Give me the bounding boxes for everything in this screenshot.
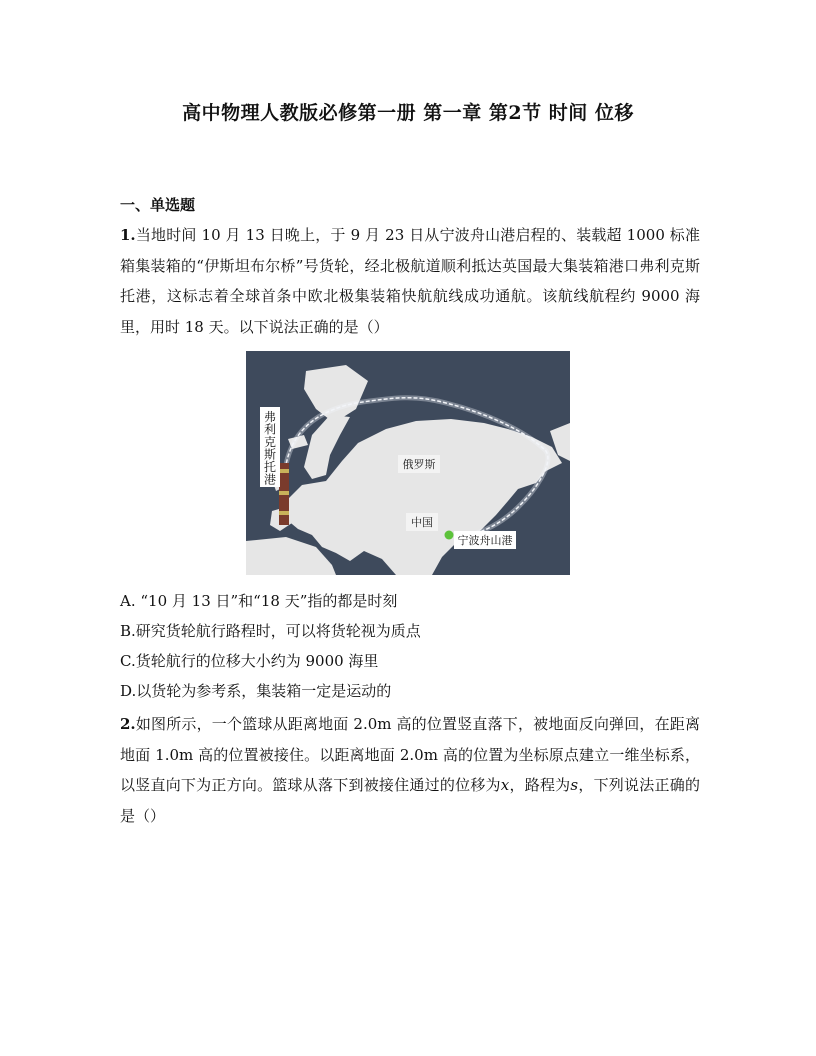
label-felixstowe-char: 克 [263,435,277,449]
ship-stripe-2 [279,491,289,495]
question-2-stem-part-1: 如图所示，一个篮球从距离地面 2.0m 高的位置竖直落下，被地面反向弹回，在距离地面 1.0m 高的位置被接住。以距离地面 2.0m 高的位置为坐标原点建立一维坐标系，以竖直向下为正方向。篮球从落下到被接住通过的位移为 [120,715,700,794]
question-2-stem-part-2: ，路程为 [509,776,571,794]
label-felixstowe-char: 港 [263,472,277,487]
option-a: A. “10 月 13 日”和“18 天”指的都是时刻 [120,592,398,610]
label-russia: 俄罗斯 [402,458,436,471]
label-felixstowe-char: 弗 [263,410,277,424]
route-map [246,351,570,575]
option-c: C.货轮航行的位移大小约为 9000 海里 [120,652,379,670]
label-felixstowe-char: 利 [263,422,277,437]
marker-ningbo [445,531,454,540]
variable-x: x [500,776,510,794]
question-1-stem: 当地时间 10 月 13 日晚上，于 9 月 23 日从宁波舟山港启程的、装载超 1000 标准箱集装箱的“伊斯坦布尔桥”号货轮，经北极航道顺利抵达英国最大集装箱港口弗利克斯托港，这标志着全球首条中欧北极集装箱快航航线成功通航。该航线航程约 9000 海里，用时 18 天。以下说法正确的是（） [120,226,700,336]
label-ningbo: 宁波舟山港 [457,534,513,547]
option-d: D.以货轮为参考系，集装箱一定是运动的 [120,682,392,700]
variable-s: s [570,776,579,794]
ship-stripe-1 [279,469,289,473]
question-1-number: 1. [120,226,136,244]
label-china: 中国 [411,516,433,529]
ship-stripe-3 [279,511,289,515]
section-heading: 一、单选题 [120,196,196,214]
page-title: 高中物理人教版必修第一册 第一章 第2节 时间 位移 [182,102,634,124]
question-2-number: 2. [120,715,136,733]
option-b: B.研究货轮航行路程时，可以将货轮视为质点 [120,622,421,640]
label-felixstowe [264,409,276,487]
question-2-text [120,709,700,831]
question-1-text [120,220,700,342]
question-2-stem-part-3: ，下列说法正确的是（） [120,776,700,825]
route-map-svg [246,351,570,575]
label-felixstowe-char: 斯 [263,447,277,462]
label-felixstowe-char: 托 [263,460,277,474]
